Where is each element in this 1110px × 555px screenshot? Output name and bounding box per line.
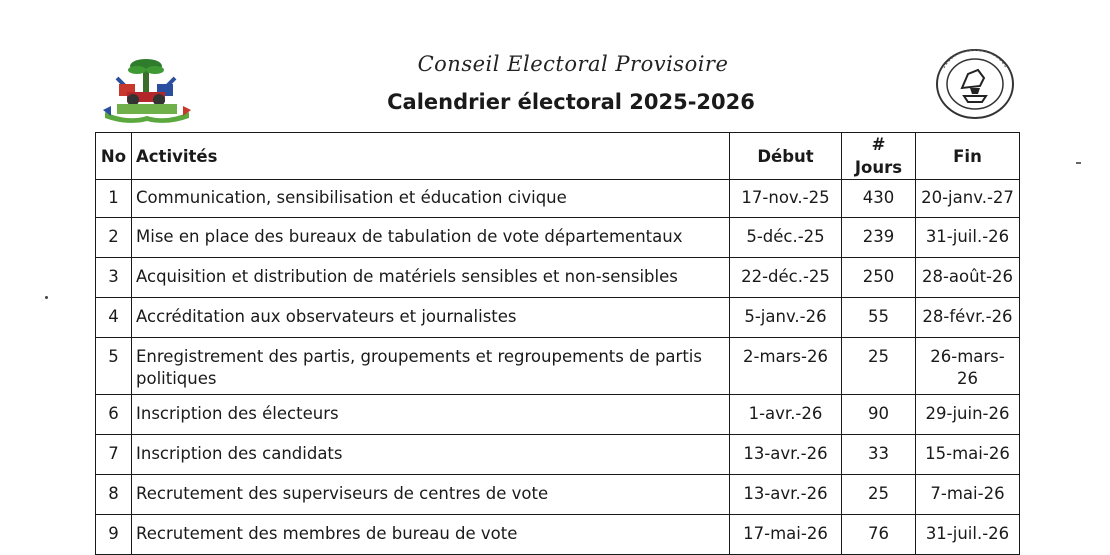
days-cell: 25	[842, 338, 916, 395]
table-row	[96, 298, 1020, 338]
activity-cell: Inscription des candidats	[132, 435, 730, 475]
activity-cell: Acquisition et distribution de matériels sensibles et non-sensibles	[132, 258, 730, 298]
end-date-cell: 26-mars-26	[916, 338, 1020, 395]
table-row	[96, 435, 1020, 475]
days-cell: 55	[842, 298, 916, 338]
start-date-cell: 5-déc.-25	[730, 218, 842, 258]
days-cell: 90	[842, 395, 916, 435]
activity-cell: Enregistrement des partis, groupements et regroupements de partis politiques	[132, 338, 730, 395]
days-cell: 25	[842, 475, 916, 515]
row-number: 2	[96, 218, 132, 258]
start-date-cell: 5-janv.-26	[730, 298, 842, 338]
activity-cell: Accréditation aux observateurs et journalistes	[132, 298, 730, 338]
scan-speck	[45, 296, 48, 299]
table-row	[96, 218, 1020, 258]
row-number: 4	[96, 298, 132, 338]
days-cell: 76	[842, 515, 916, 555]
row-number: 5	[96, 338, 132, 395]
start-date-cell: 17-nov.-25	[730, 180, 842, 218]
activity-cell: Recrutement des membres de bureau de vote	[132, 515, 730, 555]
end-date-cell: 15-mai-26	[916, 435, 1020, 475]
start-date-cell: 13-avr.-26	[730, 475, 842, 515]
table-header-row	[96, 133, 1020, 180]
row-number: 1	[96, 180, 132, 218]
row-number: 3	[96, 258, 132, 298]
start-date-cell: 17-mai-26	[730, 515, 842, 555]
end-date-cell: 7-mai-26	[916, 475, 1020, 515]
table-row	[96, 515, 1020, 555]
days-cell: 250	[842, 258, 916, 298]
table-row	[96, 338, 1020, 395]
column-header-start: Début	[730, 133, 842, 180]
electoral-calendar-table	[95, 132, 1020, 555]
start-date-cell: 1-avr.-26	[730, 395, 842, 435]
table-row	[96, 395, 1020, 435]
row-number: 9	[96, 515, 132, 555]
table-row	[96, 258, 1020, 298]
start-date-cell: 22-déc.-25	[730, 258, 842, 298]
end-date-cell: 29-juin-26	[916, 395, 1020, 435]
row-number: 7	[96, 435, 132, 475]
activity-cell: Recrutement des superviseurs de centres de vote	[132, 475, 730, 515]
start-date-cell: 2-mars-26	[730, 338, 842, 395]
end-date-cell: 28-févr.-26	[916, 298, 1020, 338]
table-row	[96, 180, 1020, 218]
table-row	[96, 475, 1020, 515]
end-date-cell: 31-juil.-26	[916, 218, 1020, 258]
column-header-activities: Activités	[132, 133, 730, 180]
row-number: 8	[96, 475, 132, 515]
row-number: 6	[96, 395, 132, 435]
end-date-cell: 31-juil.-26	[916, 515, 1020, 555]
end-date-cell: 28-août-26	[916, 258, 1020, 298]
start-date-cell: 13-avr.-26	[730, 435, 842, 475]
activity-cell: Communication, sensibilisation et éducation civique	[132, 180, 730, 218]
activity-cell: Mise en place des bureaux de tabulation de vote départementaux	[132, 218, 730, 258]
days-cell: 430	[842, 180, 916, 218]
page-title: Calendrier électoral 2025-2026	[387, 90, 755, 114]
days-cell: 239	[842, 218, 916, 258]
scan-speck	[1076, 162, 1081, 164]
institution-name: Conseil Electoral Provisoire	[417, 52, 729, 76]
end-date-cell: 20-janv.-27	[916, 180, 1020, 218]
column-header-end: Fin	[916, 133, 1020, 180]
activity-cell: Inscription des électeurs	[132, 395, 730, 435]
column-header-days: # Jours	[842, 133, 916, 180]
days-cell: 33	[842, 435, 916, 475]
column-header-no: No	[96, 133, 132, 180]
